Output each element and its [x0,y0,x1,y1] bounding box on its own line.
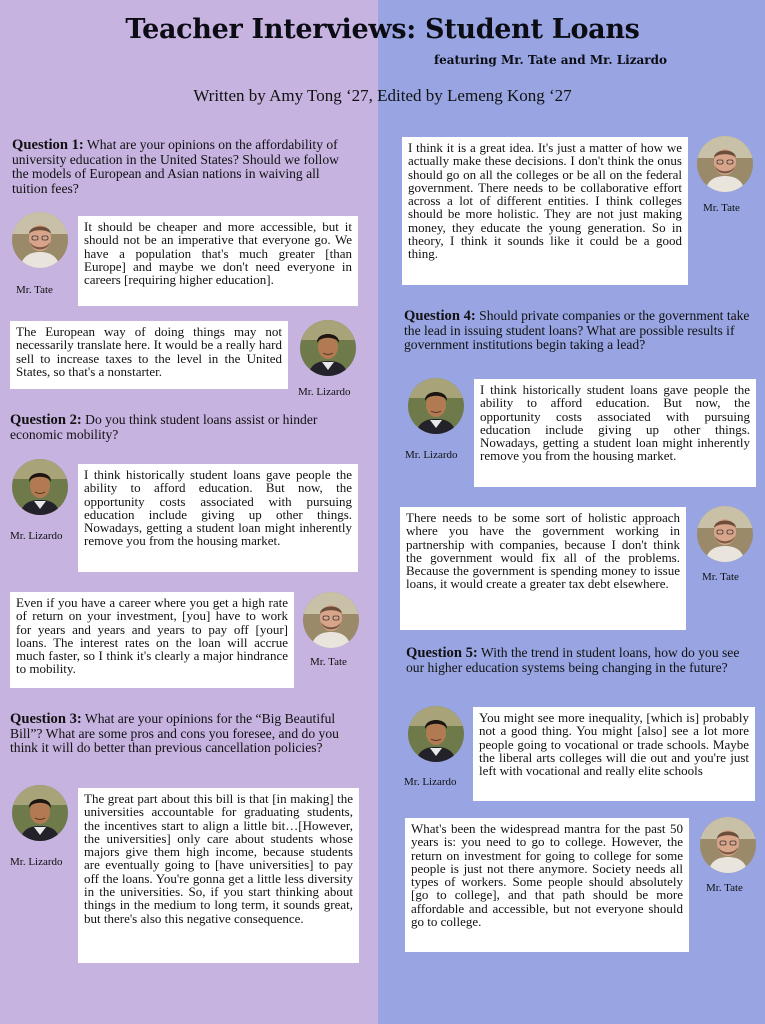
speaker-name-lizardo: Mr. Lizardo [405,449,458,461]
question-1 [12,138,358,196]
speaker-name-lizardo: Mr. Lizardo [298,386,351,398]
lizardo-avatar [12,459,68,515]
question-label: Question 3: [10,711,82,727]
tate-avatar [12,212,68,268]
question-text: Do you think student loans assist or hinder economic mobility? [10,412,318,442]
byline: Written by Amy Tong ‘27, Edited by Lemeng Kong ‘27 [193,86,572,105]
speaker-name-tate: Mr. Tate [702,571,739,583]
lizardo-avatar [408,706,464,762]
question-label: Question 4: [404,308,476,324]
speaker-name-tate: Mr. Tate [703,202,740,214]
answer-q4-lizardo: I think historically student loans gave people the ability to afford education. But now, the opportunity costs associated with pursuing education include giving up other things. Nowadays, getting a student loan might inherently remove you from the housing market. [474,379,756,487]
question-text: Should private companies or the government take the lead in issuing student loans? What are possible results if government institutions begin taking a lead? [404,308,750,353]
question-label: Question 1: [12,137,84,153]
tate-avatar [697,136,753,192]
question-2 [10,413,358,442]
lizardo-avatar [300,320,356,376]
tate-avatar [697,506,753,562]
answer-q5-tate: What's been the widespread mantra for the past 50 years is: you need to go to college. However, the return on investment for going to college for some people is just not there anymore. Society needs all types of workers. Some people should absolutely [go to college], and that path should be more affordable and accessible, but not everyone should go to college. [405,818,689,952]
speaker-name-tate: Mr. Tate [16,284,53,296]
answer-q3-tate: I think it is a great idea. It's just a matter of how we actually make these decisions. I don't think the onus should go on all the colleges or be all on the federal government. There needs to be collaborative effort across a lot of different entities. I think colleges should be more holistic. They are not just making money, they educate the young generation. So in theory, I think it sounds like it could be a good thing. [402,137,688,285]
answer-q4-tate: There needs to be some sort of holistic approach where you have the government working in partnership with companies, because I don't think the government would fix all of the problems. Because the government is spending money to issue loans, it would create a greater tax debt elsewhere. [400,507,686,630]
question-4 [404,309,756,353]
question-text: What are your opinions for the “Big Beautiful Bill”? What are some pros and cons you foresee, and do you think it will do better than previous cancellation policies? [10,711,339,756]
question-label: Question 2: [10,412,82,428]
answer-q2-lizardo: I think historically student loans gave people the ability to afford education. But now, the opportunity costs associated with pursuing education include giving up other things. Nowadays, getting a student loan might inherently remove you from the housing market. [78,464,358,572]
lizardo-avatar [408,378,464,434]
lizardo-avatar [12,785,68,841]
question-label: Question 5: [406,645,478,661]
question-3 [10,712,358,756]
page-subtitle: featuring Mr. Tate and Mr. Lizardo [433,53,667,67]
speaker-name-lizardo: Mr. Lizardo [404,776,457,788]
question-text: What are your opinions on the affordability of university education in the United States? Should we follow the models of European and Asian nations in waiving all tuition fees? [12,137,339,196]
speaker-name-tate: Mr. Tate [310,656,347,668]
question-text: With the trend in student loans, how do you see our higher education systems being changing in the future? [406,645,740,675]
answer-q3-lizardo: The great part about this bill is that [in making] the universities accountable for graduating students, the incentives start to align a little bit…[However, the universities] only care about students whose majors give them high income, because students are eventually going to [have universities] to pay off the loans. You're gonna get a little less diversity in the universities. So, if you start thinking about things in the medium to long term, it sounds great, but there's also this negative consequence. [78,788,359,963]
answer-q2-tate: Even if you have a career where you get a high rate of return on your investment, [you] have to work for years and years and years to pay off [your] loans. The interest rates on the loan will accrue much faster, so I think it's clearly a major hindrance to mobility. [10,592,294,688]
speaker-name-tate: Mr. Tate [706,882,743,894]
answer-q1-lizardo: The European way of doing things may not necessarily translate here. It would be a really hard sell to increase taxes to the level in the United States, so that's a nonstarter. [10,321,288,389]
speaker-name-lizardo: Mr. Lizardo [10,856,63,868]
question-5 [406,646,756,675]
tate-avatar [303,592,359,648]
answer-q5-lizardo: You might see more inequality, [which is] probably not a good thing. You might [also] see a lot more people going to vocational or trade schools. Maybe the liberal arts colleges will die out and you're just left with vocational and really elite schools [473,707,755,801]
speaker-name-lizardo: Mr. Lizardo [10,530,63,542]
page-title: Teacher Interviews: Student Loans [125,14,640,45]
answer-q1-tate: It should be cheaper and more accessible, but it should not be an imperative that everyone go. We have a population that's much greater [than Europe] and maybe we don't need everyone in careers [requiring higher education]. [78,216,358,306]
tate-avatar [700,817,756,873]
